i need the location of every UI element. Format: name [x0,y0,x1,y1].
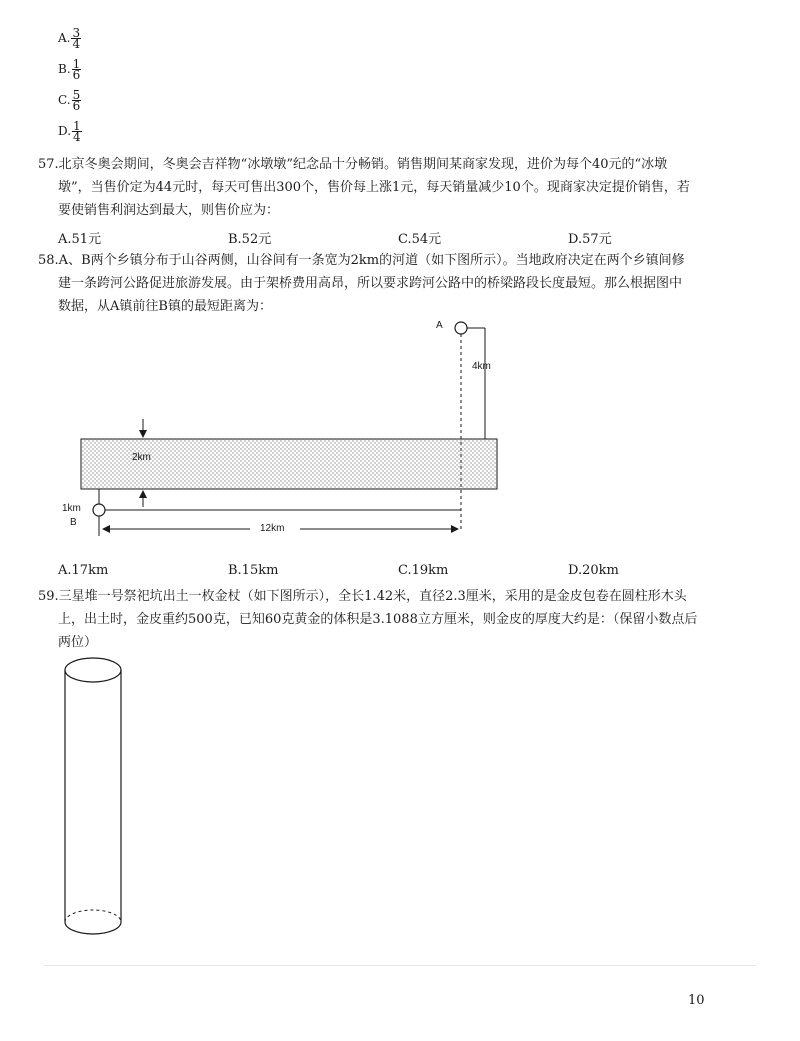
q58-option-d[interactable]: D.20km [568,563,619,578]
cylinder-top [65,658,121,682]
q57-option-c[interactable]: C.54元 [398,232,442,247]
cylinder-bottom-front [65,922,121,934]
cylinder-figure [55,650,135,950]
river-width-label: 2km [132,452,151,463]
q58-option-c[interactable]: C.19km [398,563,449,578]
question-text: 墩”，当售价定为44元时，每天可售出300个，售价每上涨1元，每天销量减少10个。现商家决定提价销售，若 [58,180,690,195]
question-text: 58.A、B两个乡镇分布于山谷两侧，山谷间有一条宽为2km的河道（如下图所示）。当地政府决定在两个乡镇间修 [38,253,685,268]
q57-option-d[interactable]: D.57元 [568,232,612,247]
question-text: 要使销售利润达到最大，则售价应为： [58,203,280,218]
horizontal-distance-label: 12km [260,523,285,534]
q57-option-b[interactable]: B.52元 [228,232,272,247]
question-text: 建一条跨河公路促进旅游发展。由于架桥费用高昂，所以要求跨河公路中的桥梁路段长度最短。那么根据图中 [58,276,683,291]
numerator: 1 [72,57,81,71]
denominator: 6 [72,68,81,82]
denominator: 4 [73,130,81,144]
b-distance-label: 1km [62,503,81,514]
question-text: 57.北京冬奥会期间，冬奥会吉祥物“冰墩墩”纪念品十分畅销。销售期间某商家发现，进价为每个40元的“冰墩 [38,157,668,172]
numerator: 5 [72,88,81,102]
question-59 [38,585,758,654]
town-b-marker [93,504,105,516]
numerator: 3 [72,26,81,40]
denominator: 6 [72,99,81,113]
town-b-label: B [70,517,77,528]
q58-option-a[interactable]: A.17km [58,563,109,578]
option-label: C. [58,93,71,107]
denominator: 4 [72,37,81,51]
numerator: 1 [73,119,81,133]
option-label: B. [58,62,71,76]
question-text: 上，出土时，金皮重约500克，已知60克黄金的体积是3.1088立方厘米，则金皮的厚度大约是：（保留小数点后 [58,612,698,627]
footer-divider [44,965,756,966]
page-number: 10 [688,993,705,1008]
river-band [81,439,497,489]
question-text: 两位） [58,635,98,650]
town-a-label: A [436,320,443,331]
cylinder-bottom-back [65,910,121,922]
option-label: D. [58,124,72,138]
q58-option-b[interactable]: B.15km [228,563,279,578]
option-label: A. [58,31,71,45]
town-a-marker [455,322,467,334]
question-text: 59.三星堆一号祭祀坑出土一枚金杖（如下图所示），全长1.42米，直径2.3厘米，采用的是金皮包卷在圆柱形木头 [38,589,687,604]
question-text: 数据，从A镇前往B镇的最短距离为： [58,299,272,314]
a-distance-label: 4km [472,361,491,372]
q57-option-a[interactable]: A.51元 [58,232,102,247]
